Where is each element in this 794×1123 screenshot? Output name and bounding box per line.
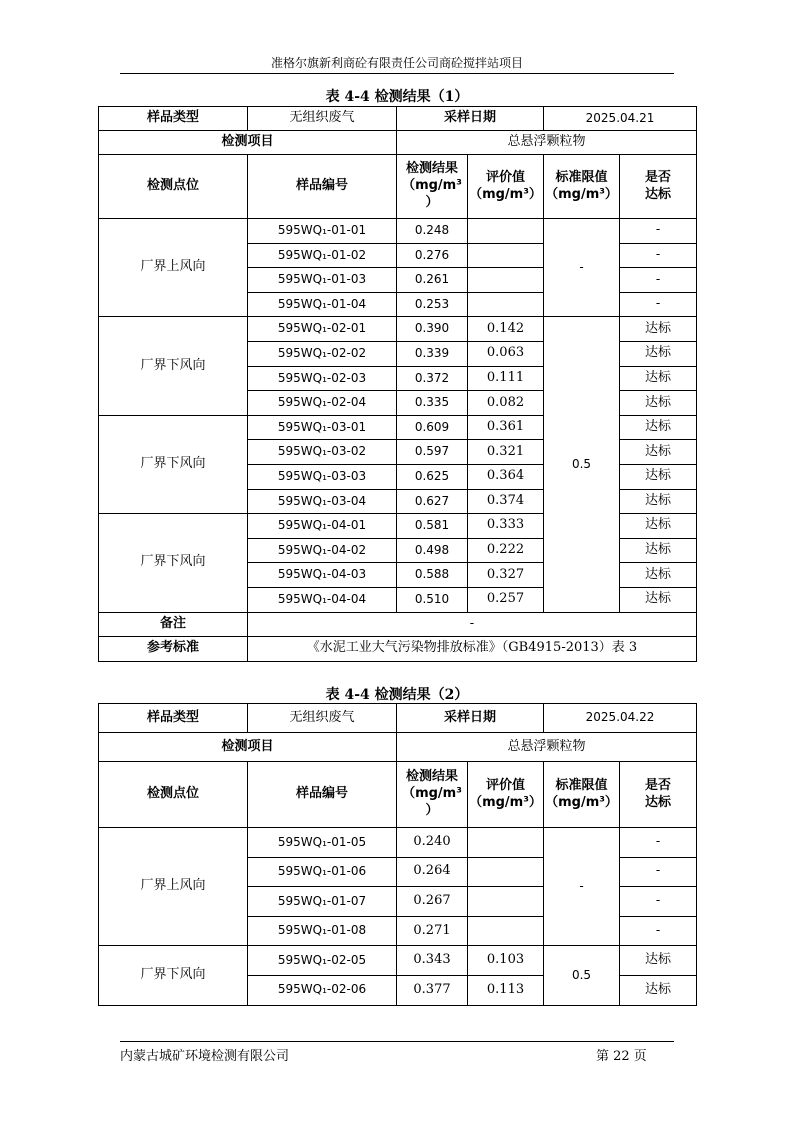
header-line: 是否: [645, 169, 672, 185]
header-line: ）: [425, 194, 439, 210]
col-header-eval: [468, 762, 544, 828]
location-cell: 厂界下风向: [99, 317, 248, 415]
col-header-pass: [620, 155, 697, 219]
limit-cell: -: [544, 219, 620, 317]
pass-cell: 达标: [620, 514, 697, 539]
eval-cell: 0.333: [468, 514, 544, 539]
result-cell: 0.597: [397, 440, 468, 465]
eval-cell: 0.142: [468, 317, 544, 342]
header-line: （mg/m³: [402, 178, 462, 194]
pass-cell: 达标: [620, 489, 697, 514]
table-row: [99, 946, 697, 976]
eval-cell: [468, 887, 544, 917]
sample-type-value: 无组织废气: [248, 704, 397, 733]
sample-id-cell: 595WQ₁-04-02: [248, 538, 397, 563]
col-header-result: [397, 762, 468, 828]
pass-cell: -: [620, 292, 697, 317]
pass-cell: 达标: [620, 946, 697, 976]
header-line: （mg/m³）: [545, 794, 618, 810]
sample-id-cell: 595WQ₁-01-06: [248, 857, 397, 887]
test-item-value: 总悬浮颗粒物: [397, 131, 697, 155]
reference-row: [99, 637, 697, 662]
sample-info-row: [99, 107, 697, 131]
header-line: （mg/m³）: [469, 794, 542, 810]
sample-id-cell: 595WQ₁-04-03: [248, 563, 397, 588]
sample-type-label: 样品类型: [99, 107, 248, 131]
eval-cell: [468, 243, 544, 268]
result-cell: 0.248: [397, 219, 468, 244]
col-header-pass: [620, 762, 697, 828]
pass-cell: -: [620, 219, 697, 244]
eval-cell: 0.257: [468, 587, 544, 612]
test-item-row: [99, 131, 697, 155]
eval-cell: [468, 916, 544, 946]
result-cell: 0.264: [397, 857, 468, 887]
document-header: 准格尔旗新利商砼有限责任公司商砼搅拌站项目: [270, 56, 523, 70]
eval-cell: 0.111: [468, 366, 544, 391]
result-cell: 0.588: [397, 563, 468, 588]
pass-cell: -: [620, 828, 697, 858]
location-cell: 厂界上风向: [99, 828, 248, 946]
pass-cell: 达标: [620, 341, 697, 366]
sample-id-cell: 595WQ₁-02-04: [248, 391, 397, 416]
test-item-row: [99, 733, 697, 762]
pass-cell: 达标: [620, 391, 697, 416]
header-line: （mg/m³）: [545, 186, 618, 202]
eval-cell: 0.103: [468, 946, 544, 976]
result-cell: 0.276: [397, 243, 468, 268]
remark-value: -: [248, 612, 697, 637]
col-header-point: 检测点位: [99, 762, 248, 828]
result-cell: 0.261: [397, 268, 468, 293]
column-header-row: [99, 155, 697, 219]
table-caption-1: 表 4-4 检测结果（1）: [325, 89, 469, 105]
location-cell: 厂界下风向: [99, 946, 248, 1005]
sample-id-cell: 595WQ₁-01-04: [248, 292, 397, 317]
col-header-point: 检测点位: [99, 155, 248, 219]
header-rule: [120, 73, 674, 74]
sample-type-value: 无组织废气: [248, 107, 397, 131]
header-line: 标准限值: [555, 169, 608, 185]
sample-id-cell: 595WQ₁-01-02: [248, 243, 397, 268]
table-row: [99, 219, 697, 244]
eval-cell: 0.374: [468, 489, 544, 514]
pass-cell: 达标: [620, 563, 697, 588]
pass-cell: 达标: [620, 464, 697, 489]
sample-id-cell: 595WQ₁-02-01: [248, 317, 397, 342]
pass-cell: -: [620, 268, 697, 293]
eval-cell: 0.113: [468, 975, 544, 1005]
eval-cell: [468, 857, 544, 887]
header-line: （mg/m³: [402, 786, 462, 802]
result-cell: 0.377: [397, 975, 468, 1005]
result-cell: 0.253: [397, 292, 468, 317]
result-cell: 0.240: [397, 828, 468, 858]
pass-cell: -: [620, 243, 697, 268]
eval-cell: 0.364: [468, 464, 544, 489]
pass-cell: 达标: [620, 587, 697, 612]
limit-cell: -: [544, 828, 620, 946]
result-cell: 0.609: [397, 415, 468, 440]
table-row: [99, 828, 697, 858]
results-table-2: [98, 703, 697, 1006]
eval-cell: [468, 219, 544, 244]
footer-rule: [120, 1041, 674, 1042]
sample-id-cell: 595WQ₁-01-07: [248, 887, 397, 917]
sample-id-cell: 595WQ₁-03-04: [248, 489, 397, 514]
header-line: 评价值: [486, 777, 526, 793]
eval-cell: [468, 268, 544, 293]
result-cell: 0.390: [397, 317, 468, 342]
result-cell: 0.498: [397, 538, 468, 563]
test-item-value: 总悬浮颗粒物: [397, 733, 697, 762]
eval-cell: 0.063: [468, 341, 544, 366]
header-line: 检测结果: [405, 161, 458, 177]
sample-id-cell: 595WQ₁-02-02: [248, 341, 397, 366]
eval-cell: 0.222: [468, 538, 544, 563]
eval-cell: [468, 828, 544, 858]
sample-id-cell: 595WQ₁-01-01: [248, 219, 397, 244]
pass-cell: 达标: [620, 975, 697, 1005]
footer-company: 内蒙古城矿环境检测有限公司: [120, 1049, 290, 1064]
sample-info-row: [99, 704, 697, 733]
result-cell: 0.581: [397, 514, 468, 539]
pass-cell: 达标: [620, 440, 697, 465]
result-cell: 0.343: [397, 946, 468, 976]
location-cell: 厂界下风向: [99, 514, 248, 612]
col-header-sample-no: 样品编号: [248, 762, 397, 828]
remark-row: [99, 612, 697, 637]
remark-label: 备注: [99, 612, 248, 637]
sampling-date-value: 2025.04.22: [544, 704, 697, 733]
pass-cell: -: [620, 857, 697, 887]
col-header-sample-no: 样品编号: [248, 155, 397, 219]
sample-type-label: 样品类型: [99, 704, 248, 733]
result-cell: 0.267: [397, 887, 468, 917]
pass-cell: -: [620, 887, 697, 917]
pass-cell: 达标: [620, 538, 697, 563]
sampling-date-label: 采样日期: [397, 107, 544, 131]
header-line: 是否: [645, 777, 672, 793]
sample-id-cell: 595WQ₁-03-02: [248, 440, 397, 465]
eval-cell: 0.082: [468, 391, 544, 416]
result-cell: 0.625: [397, 464, 468, 489]
eval-cell: 0.327: [468, 563, 544, 588]
sample-id-cell: 595WQ₁-01-05: [248, 828, 397, 858]
sample-id-cell: 595WQ₁-02-03: [248, 366, 397, 391]
result-cell: 0.510: [397, 587, 468, 612]
header-line: 检测结果: [405, 769, 458, 785]
eval-cell: [468, 292, 544, 317]
table-caption-2: 表 4-4 检测结果（2）: [325, 687, 469, 703]
location-cell: 厂界下风向: [99, 415, 248, 513]
reference-label: 参考标准: [99, 637, 248, 662]
pass-cell: -: [620, 916, 697, 946]
result-cell: 0.335: [397, 391, 468, 416]
sample-id-cell: 595WQ₁-04-04: [248, 587, 397, 612]
sample-id-cell: 595WQ₁-03-03: [248, 464, 397, 489]
pass-cell: 达标: [620, 317, 697, 342]
limit-cell: 0.5: [544, 946, 620, 1005]
header-line: （mg/m³）: [469, 186, 542, 202]
column-header-row: [99, 762, 697, 828]
limit-cell: 0.5: [544, 317, 620, 612]
location-cell: 厂界上风向: [99, 219, 248, 317]
eval-cell: 0.361: [468, 415, 544, 440]
header-line: 评价值: [486, 169, 526, 185]
result-cell: 0.627: [397, 489, 468, 514]
eval-cell: 0.321: [468, 440, 544, 465]
results-table-1: [98, 106, 697, 662]
col-header-limit: [544, 155, 620, 219]
header-line: 标准限值: [555, 777, 608, 793]
result-cell: 0.339: [397, 341, 468, 366]
reference-value: 《水泥工业大气污染物排放标准》（GB4915-2013）表 3: [248, 637, 697, 662]
test-item-label: 检测项目: [99, 131, 397, 155]
col-header-result: [397, 155, 468, 219]
table-row: [99, 317, 697, 342]
pass-cell: 达标: [620, 366, 697, 391]
pass-cell: 达标: [620, 415, 697, 440]
page-number: 第 22 页: [596, 1049, 647, 1064]
header-line: 达标: [645, 186, 672, 202]
header-line: ）: [425, 802, 439, 818]
result-cell: 0.372: [397, 366, 468, 391]
sample-id-cell: 595WQ₁-02-06: [248, 975, 397, 1005]
result-cell: 0.271: [397, 916, 468, 946]
col-header-eval: [468, 155, 544, 219]
header-line: 达标: [645, 794, 672, 810]
col-header-limit: [544, 762, 620, 828]
sampling-date-label: 采样日期: [397, 704, 544, 733]
sample-id-cell: 595WQ₁-03-01: [248, 415, 397, 440]
sample-id-cell: 595WQ₁-02-05: [248, 946, 397, 976]
sampling-date-value: 2025.04.21: [544, 107, 697, 131]
sample-id-cell: 595WQ₁-04-01: [248, 514, 397, 539]
test-item-label: 检测项目: [99, 733, 397, 762]
sample-id-cell: 595WQ₁-01-03: [248, 268, 397, 293]
sample-id-cell: 595WQ₁-01-08: [248, 916, 397, 946]
